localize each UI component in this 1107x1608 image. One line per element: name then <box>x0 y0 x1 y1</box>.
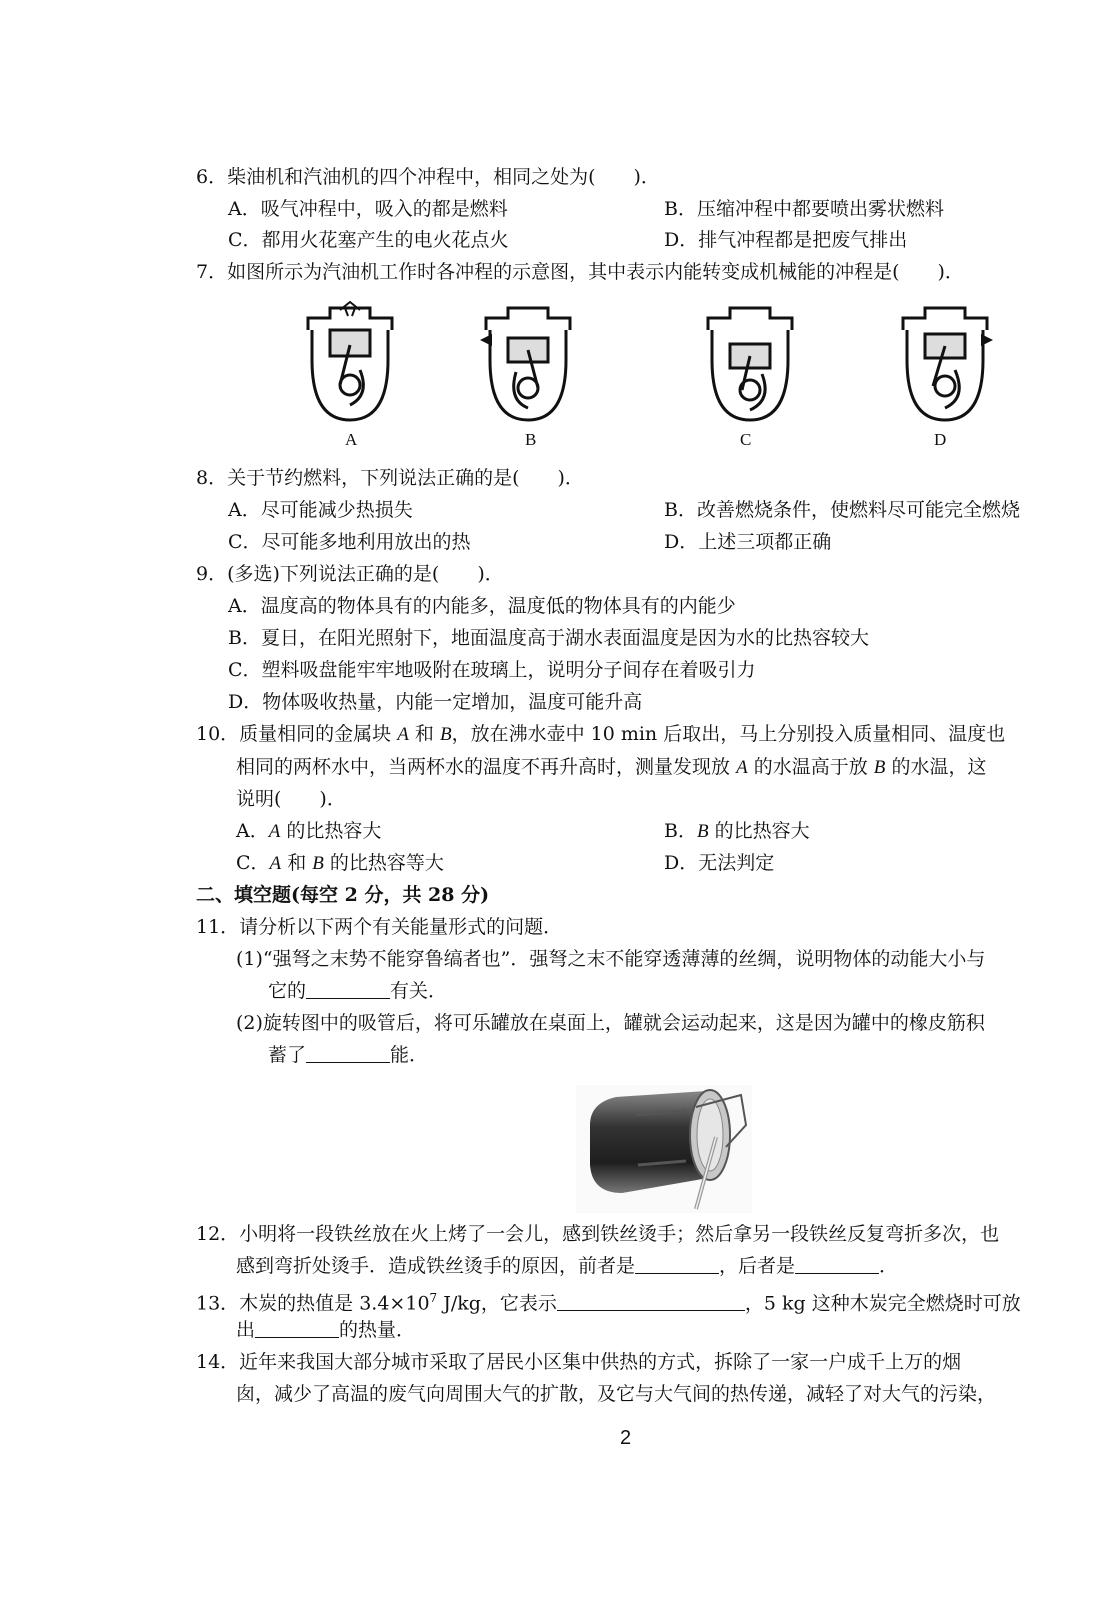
q9-option-a: A．温度高的物体具有的内能多，温度低的物体具有的内能少 <box>228 595 736 617</box>
q12-line-1: 12．小明将一段铁丝放在火上烤了一会儿，感到铁丝烫手；然后拿另一段铁丝反复弯折多次，也 <box>196 1223 1000 1245</box>
q10-text: 的水温，这 <box>891 756 987 778</box>
q11-part2-line1: (2)旋转图中的吸管后，将可乐罐放在桌面上，罐就会运动起来，这是因为罐中的橡皮筋积 <box>236 1012 985 1034</box>
q9-option-d: D．物体吸收热量，内能一定增加，温度可能升高 <box>228 691 643 713</box>
engine-diagram-a <box>300 300 400 425</box>
engine-label-d: D <box>934 430 947 449</box>
answer-blank[interactable] <box>306 980 390 999</box>
q11-text: 能． <box>390 1044 429 1066</box>
q10-var-a: A <box>268 821 281 842</box>
q10-var-b: B <box>873 757 886 778</box>
q10-var-a: A <box>269 853 282 874</box>
q10-line-1 <box>196 722 1005 747</box>
q10-text: 相同的两杯水中，当两杯水的温度不再升高时，测量发现放 <box>236 756 731 778</box>
answer-blank[interactable] <box>795 1255 879 1274</box>
q11-part1-line1: (1)“强弩之末势不能穿鲁缟者也”．强弩之末不能穿透薄薄的丝绸，说明物体的动能大小与 <box>236 948 986 970</box>
q6-option-c: C．都用火花塞产生的电火花点火 <box>228 229 509 251</box>
q10-var-a: A <box>736 757 748 778</box>
q13-line-1 <box>196 1286 1021 1315</box>
answer-blank[interactable] <box>255 1319 339 1338</box>
q10-text: B． <box>664 820 697 842</box>
engine-label-b: B <box>525 430 537 449</box>
q12-text: 感到弯折处烫手．造成铁丝烫手的原因，前者是 <box>236 1255 636 1277</box>
q10-line-2 <box>236 755 986 780</box>
q14-line-2: 囱，减少了高温的废气向周围大气的扩散，及它与大气间的热传递，减轻了对大气的污染， <box>236 1383 997 1405</box>
q10-option-c <box>236 851 444 876</box>
q13-text: J/kg，它表示 <box>437 1292 557 1315</box>
cola-can-photo <box>576 1085 752 1213</box>
q9-option-c: C．塑料吸盘能牢牢地吸附在玻璃上，说明分子间存在着吸引力 <box>228 659 756 681</box>
q10-text: 的水温高于放 <box>753 756 868 778</box>
q8-option-b: B．改善燃烧条件，使燃料尽可能完全燃烧 <box>664 499 1020 521</box>
q12-line-2 <box>236 1254 898 1278</box>
q10-var-b: B <box>439 724 452 745</box>
q11-text: 有关． <box>390 980 448 1002</box>
q13-line-2 <box>236 1318 415 1342</box>
q12-text: ． <box>879 1255 899 1277</box>
q10-text: A． <box>236 820 269 842</box>
q10-var-a: A <box>397 724 409 745</box>
q6-stem: 6．柴油机和汽油机的四个冲程中，相同之处为( )． <box>196 166 660 188</box>
q10-text: 的比热容大 <box>714 820 810 842</box>
engine-label-c: C <box>740 430 752 449</box>
q11-text: 它的 <box>268 980 307 1002</box>
q11-stem: 11．请分析以下两个有关能量形式的问题． <box>196 916 563 938</box>
q8-option-a: A．尽可能减少热损失 <box>228 499 413 521</box>
engine-diagram-b <box>478 300 578 425</box>
q6-option-a: A．吸气冲程中，吸入的都是燃料 <box>228 198 508 220</box>
engine-label-a: A <box>345 430 358 449</box>
q10-text: 和 <box>414 723 434 745</box>
page-number: 2 <box>620 1427 632 1449</box>
q10-text: 的比热容大 <box>286 820 382 842</box>
section-2-heading: 二、填空题(每空 2 分，共 28 分) <box>196 884 490 906</box>
q10-line-3: 说明( )． <box>236 788 346 810</box>
q13-exponent: 7 <box>429 1291 438 1305</box>
q11-text: 蓄了 <box>268 1044 307 1066</box>
q10-text: 和 <box>287 852 307 874</box>
q10-text: C． <box>236 852 270 874</box>
q10-option-a <box>236 819 381 844</box>
q14-line-1: 14．近年来我国大部分城市采取了居民小区集中供热的方式，拆除了一家一户成千上万的烟 <box>196 1351 962 1373</box>
q6-option-d: D．排气冲程都是把废气排出 <box>664 229 908 251</box>
q9-option-b: B．夏日，在阳光照射下，地面温度高于湖水表面温度是因为水的比热容较大 <box>228 627 869 649</box>
q7-stem: 7．如图所示为汽油机工作时各冲程的示意图，其中表示内能转变成机械能的冲程是( )． <box>196 261 964 283</box>
answer-blank[interactable] <box>306 1044 390 1063</box>
q6-option-b: B．压缩冲程中都要喷出雾状燃料 <box>664 198 944 220</box>
q8-option-c: C．尽可能多地利用放出的热 <box>228 531 471 553</box>
answer-blank[interactable] <box>635 1255 719 1274</box>
q8-stem: 8．关于节约燃料，下列说法正确的是( )． <box>196 467 584 489</box>
q10-text: 的比热容等大 <box>329 852 444 874</box>
answer-blank[interactable] <box>557 1292 745 1311</box>
q13-text: 13．木炭的热值是 3.4×10 <box>196 1292 430 1315</box>
q10-option-d: D．无法判定 <box>664 852 775 874</box>
q9-stem: 9．(多选)下列说法正确的是( )． <box>196 563 504 585</box>
q13-text: ，5 kg 这种木炭完全燃烧时可放 <box>744 1292 1021 1315</box>
q11-part2-line2 <box>268 1043 428 1067</box>
q10-text: 10．质量相同的金属块 <box>196 723 392 745</box>
q13-text: 的热量． <box>339 1319 416 1341</box>
q8-option-d: D．上述三项都正确 <box>664 531 832 553</box>
q10-text: ，放在沸水壶中 10 min 后取出，马上分别投入质量相同、温度也 <box>451 723 1006 745</box>
q11-part1-line2 <box>268 979 447 1003</box>
q13-text: 出 <box>236 1319 256 1341</box>
q10-var-b: B <box>696 821 709 842</box>
q10-var-b: B <box>312 853 324 874</box>
q12-text: ，后者是 <box>719 1255 796 1277</box>
q10-option-b <box>664 819 810 844</box>
engine-diagram-d <box>895 300 995 425</box>
engine-diagram-c <box>700 300 800 425</box>
